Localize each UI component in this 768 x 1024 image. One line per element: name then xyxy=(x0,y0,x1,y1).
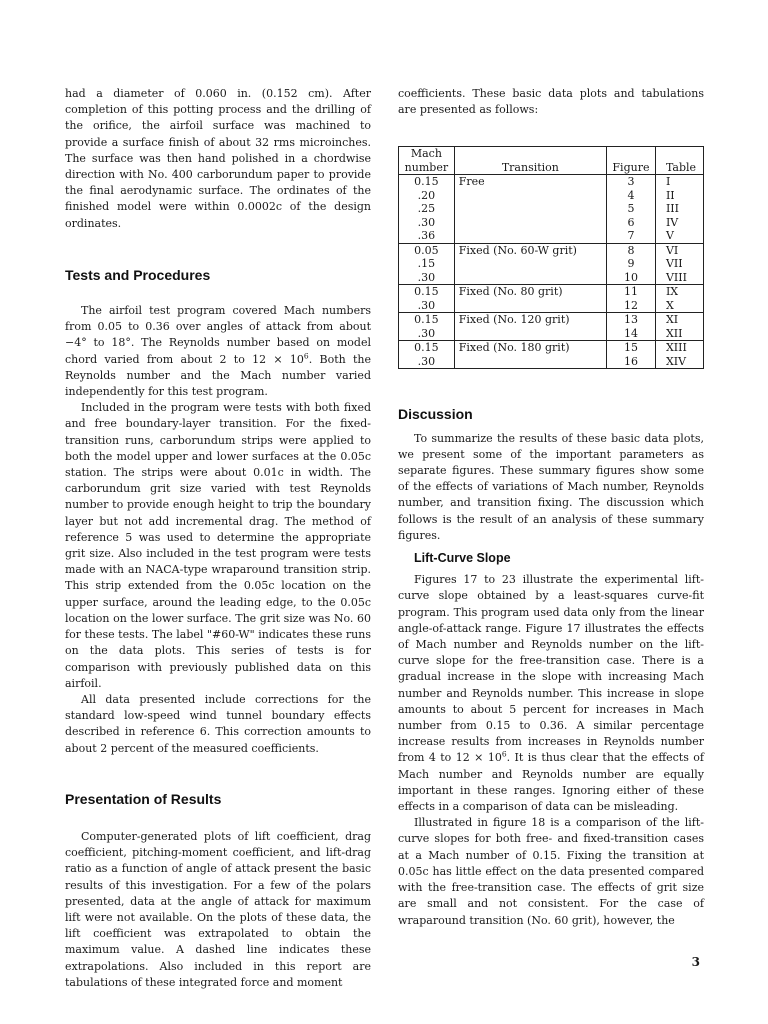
cell-mach: 0.15 xyxy=(399,285,455,299)
cell-figure: 9 xyxy=(606,257,655,271)
cell-mach: .30 xyxy=(399,299,455,313)
cell-transition xyxy=(454,216,606,230)
heading-tests-and-procedures: Tests and Procedures xyxy=(65,266,211,283)
cell-transition: Fixed (No. 60-W grit) xyxy=(454,243,606,257)
cell-transition: Fixed (No. 120 grit) xyxy=(454,313,606,327)
cell-figure: 8 xyxy=(606,243,655,257)
table-body xyxy=(399,175,704,369)
cell-table: III xyxy=(655,202,703,216)
table-header-row xyxy=(399,147,704,175)
cell-table: I xyxy=(655,175,703,189)
table-row xyxy=(399,257,704,271)
table-row xyxy=(399,175,704,189)
cell-table: XI xyxy=(655,313,703,327)
cell-transition: Free xyxy=(454,175,606,189)
cell-figure: 11 xyxy=(606,285,655,299)
cell-table: VIII xyxy=(655,271,703,285)
cell-mach: .36 xyxy=(399,229,455,243)
header-mach-number: Mach number xyxy=(399,147,455,175)
left-column xyxy=(65,86,371,991)
table-row xyxy=(399,189,704,203)
cell-mach: 0.05 xyxy=(399,243,455,257)
cell-transition: Fixed (No. 80 grit) xyxy=(454,285,606,299)
table-row xyxy=(399,216,704,230)
cell-figure: 13 xyxy=(606,313,655,327)
cell-figure: 12 xyxy=(606,299,655,313)
cell-transition xyxy=(454,229,606,243)
cell-table: VI xyxy=(655,243,703,257)
cell-table: XIII xyxy=(655,341,703,355)
cell-mach: .30 xyxy=(399,327,455,341)
paragraph-plots: Computer-generated plots of lift coefficient, drag coefficient, pitching-moment coefficient, and lift-drag ratio as a function of angle of attack present the basic results of this investigation. For a few of the polars presented, data at the angle of attack for maximum lift were not available. On the plots of these data, the lift coefficient was extrapolated to obtain the maximum value. A dashed line indicates these extrapolations. Also included in this report are tabulations of these integrated force and moment xyxy=(65,829,371,989)
table-row xyxy=(399,271,704,285)
cell-figure: 6 xyxy=(606,216,655,230)
right-column xyxy=(398,86,704,929)
cell-transition xyxy=(454,299,606,313)
paragraph-test-program: The airfoil test program covered Mach numbers from 0.05 to 0.36 over angles of attack from about −4° to 18°. The Reynolds number based on model chord varied from about 2 to $12 \times 10^6$. Both the Reynolds number and the Mach number varied independently for this test program. xyxy=(65,304,371,399)
cell-mach: .30 xyxy=(399,355,455,369)
page-number: 3 xyxy=(691,955,700,969)
paragraph-figure-18: Illustrated in figure 18 is a comparison of the lift-curve slopes for both free- and fixed-transition cases at a Mach number of 0.15. Fixing the transition at 0.05c has little effect on the data presented compared with the free-transition case. The effects of grit size are small and not consistent. For the case of wraparound transition (No. 60 grit), however, the xyxy=(398,816,704,927)
cell-mach: .15 xyxy=(399,257,455,271)
cell-mach: .30 xyxy=(399,216,455,230)
cell-table: IX xyxy=(655,285,703,299)
header-transition: Transition xyxy=(454,147,606,175)
data-table xyxy=(398,146,704,369)
cell-table: XIV xyxy=(655,355,703,369)
cell-figure: 15 xyxy=(606,341,655,355)
heading-discussion: Discussion xyxy=(398,406,473,423)
cell-figure: 7 xyxy=(606,229,655,243)
table-row xyxy=(399,285,704,299)
table-row xyxy=(399,299,704,313)
cell-mach: 0.15 xyxy=(399,341,455,355)
cell-mach: .25 xyxy=(399,202,455,216)
cell-figure: 14 xyxy=(606,327,655,341)
cell-figure: 10 xyxy=(606,271,655,285)
cell-figure: 4 xyxy=(606,189,655,203)
paragraph-transition-strips: Included in the program were tests with both fixed and free boundary-layer transition. For the fixed-transition runs, carborundum strips were applied to both the model upper and lower surfaces at the 0.05c station. The strips were about 0.01c in width. The carborundum grit size varied with test Reynolds number to provide enough height to trip the boundary layer but not add incremental drag. The method of reference 5 was used to determine the appropriate grit size. Also included in the test program were tests made with an NACA-type wraparound transition strip. This strip extended from the 0.05c location on the upper surface, around the leading edge, to the 0.05c location on the lower surface. The grit size was No. 60 for these tests. The label "#60-W" indicates these runs on the data plots. This series of tests is for comparison with previously published data on this airfoil. xyxy=(65,401,371,690)
paragraph-lift-curve: Figures 17 to 23 illustrate the experimental lift-curve slope obtained by a least-squares curve-fit program. This program used data only from the linear angle-of-attack range. Figure 17 illustrates the effects of Mach number and Reynolds number on the lift-curve slope for the free-transition case. There is a gradual increase in the slope with increasing Mach number and Reynolds number. This increase in slope amounts to about 5 percent for increases in Mach number from 0.15 to 0.36. A similar percentage increase results from increases in Reynolds number from 4 to $12 \times 10^6$. It is thus clear that the effects of Mach number and Reynolds number are equally important in these ranges. Ignoring either of these effects in a comparison of data can be misleading. xyxy=(398,573,704,814)
cell-table: XII xyxy=(655,327,703,341)
cell-table: X xyxy=(655,299,703,313)
cell-transition xyxy=(454,271,606,285)
cell-transition xyxy=(454,202,606,216)
cell-transition xyxy=(454,327,606,341)
paragraph-coefficients: coefficients. These basic data plots and tabulations are presented as follows: xyxy=(398,87,704,117)
table-row xyxy=(399,355,704,369)
paragraph-potting: had a diameter of 0.060 in. (0.152 cm). After completion of this potting process and the drilling of the orifice, the airfoil surface was machined to provide a surface finish of about 32 rms microinches. The surface was then hand polished in a chordwise direction with No. 400 carborundum paper to provide the final aerodynamic surface. The ordinates of the finished model were within 0.0002c of the design ordinates. xyxy=(65,87,371,230)
table-row xyxy=(399,229,704,243)
paragraph-corrections: All data presented include corrections for the standard low-speed wind tunnel boundary effects described in reference 6. This correction amounts to about 2 percent of the measured coefficients. xyxy=(65,692,371,755)
cell-mach: .20 xyxy=(399,189,455,203)
header-figure: Figure xyxy=(606,147,655,175)
cell-table: V xyxy=(655,229,703,243)
cell-mach: .30 xyxy=(399,271,455,285)
cell-mach: 0.15 xyxy=(399,313,455,327)
cell-transition xyxy=(454,189,606,203)
cell-transition: Fixed (No. 180 grit) xyxy=(454,341,606,355)
cell-figure: 5 xyxy=(606,202,655,216)
cell-table: II xyxy=(655,189,703,203)
heading-lift-curve-slope: Lift-Curve Slope xyxy=(414,551,511,566)
table-row xyxy=(399,313,704,327)
cell-figure: 16 xyxy=(606,355,655,369)
table-row xyxy=(399,327,704,341)
heading-presentation-of-results: Presentation of Results xyxy=(65,790,222,807)
cell-transition xyxy=(454,355,606,369)
cell-mach: 0.15 xyxy=(399,175,455,189)
table-row xyxy=(399,202,704,216)
table-row xyxy=(399,243,704,257)
header-table: Table xyxy=(655,147,703,175)
table-row xyxy=(399,341,704,355)
cell-table: VII xyxy=(655,257,703,271)
cell-table: IV xyxy=(655,216,703,230)
paragraph-summary: To summarize the results of these basic data plots, we present some of the important parameters as separate figures. These summary figures show some of the effects of variations of Mach number, Reynolds number, and transition fixing. The discussion which follows is the result of an analysis of these summary figures. xyxy=(398,431,704,542)
cell-figure: 3 xyxy=(606,175,655,189)
cell-transition xyxy=(454,257,606,271)
